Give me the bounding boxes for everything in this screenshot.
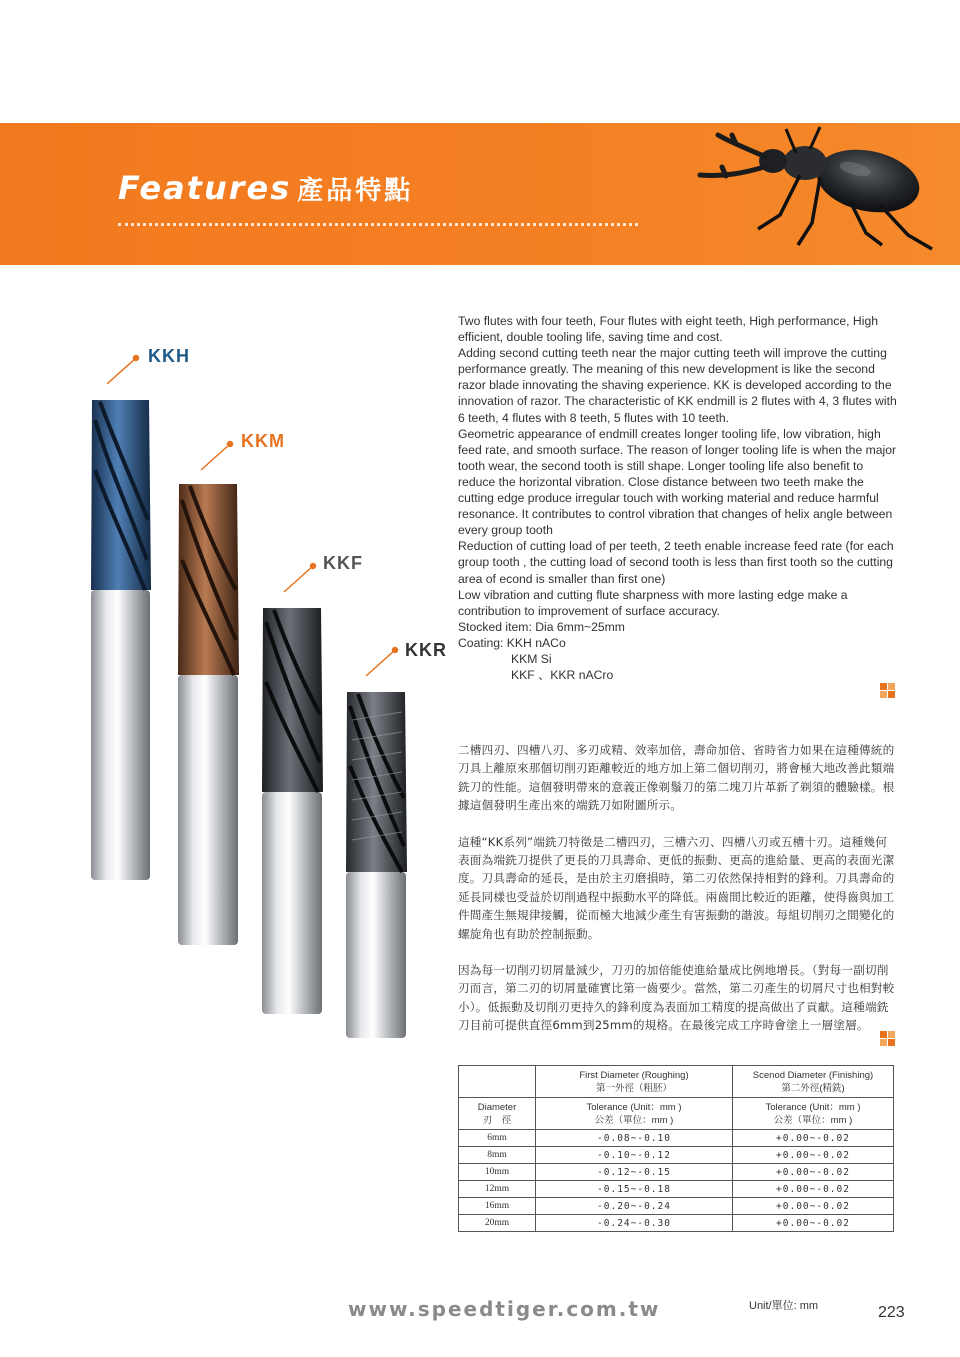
table-row: 20mm -0.24~-0.30 +0.00~-0.02	[459, 1215, 894, 1232]
kkr-endmill	[346, 692, 407, 1038]
table-row: 8mm -0.10~-0.12 +0.00~-0.02	[459, 1147, 894, 1164]
header-first-diameter: First Diameter (Roughing) 第一外徑（粗胚）	[536, 1066, 733, 1098]
tool-label-kkh: KKH	[148, 346, 190, 366]
coating-kkh: KKH nACo	[506, 635, 566, 650]
features-banner	[0, 123, 960, 265]
table-row: 16mm -0.20~-0.24 +0.00~-0.02	[459, 1198, 894, 1215]
section-ornament-icon	[880, 683, 896, 699]
en-paragraph: Low vibration and cutting flute sharpness with more lasting edge make a contribution to improvement of surface accuracy.	[458, 587, 848, 618]
website-link[interactable]: www.speedtiger.com.tw	[348, 1297, 661, 1321]
table-row: 6mm -0.08~-0.10 +0.00~-0.02	[459, 1130, 894, 1147]
header-tolerance-second: Tolerance (Unit：mm ) 公差（單位：mm )	[733, 1098, 894, 1130]
banner-dotted-divider	[118, 223, 638, 226]
stocked-item: Stocked item: Dia 6mm~25mm	[458, 619, 625, 634]
tool-label-kkr: KKR	[405, 640, 447, 660]
zh-paragraph: 這種“KK系列”端銑刀特徵是二槽四刃，三槽六刃、四槽八刃或五槽十刃。這種幾何表面為端銑刀提供了更長的刀具壽命、更低的振動、更高的進給量、更高的表面光潔度。刀具壽命的延長，是由於主刃磨損時，第二刃依然保持相對的鋒利。刀具壽命的延長同樣也受益於切削過程中振動水平的降低。兩齒間比較近的距離，使得齒與加工件間產生無規律接觸，從而極大地減少產生有害振動的諧波。每組切削刃之間變化的螺旋角也有助於控制振動。	[458, 834, 895, 941]
header-diameter: Diameter 刃 徑	[459, 1098, 536, 1130]
label-leaders	[107, 356, 398, 677]
banner-title-en: Features	[118, 169, 292, 207]
english-description	[458, 313, 898, 683]
header-tolerance-first: Tolerance (Unit：mm ) 公差（單位：mm )	[536, 1098, 733, 1130]
header-second-diameter: Scenod Diameter (Finishing) 第二外徑(精銑)	[733, 1066, 894, 1098]
table-row: 10mm -0.12~-0.15 +0.00~-0.02	[459, 1164, 894, 1181]
tolerance-table	[458, 1065, 894, 1232]
coating-line	[458, 635, 898, 651]
en-paragraph: Adding second cutting teeth near the major cutting teeth will improve the cutting performance greatly. The meaning of this new development is like the second razor blade innovating the shaving experience. KK is developed according to the innovation of razor. The characteristic of KK endmill is 2 flutes with 4, 3 flutes with 6 teeth, 4 flutes with 8 teeth, 5 flutes with 10 teeth.	[458, 346, 897, 425]
banner-title	[118, 169, 413, 207]
coating-kkm: KKM Si	[511, 651, 552, 666]
zh-paragraph: 因為每一切削刃切屑量減少，刀刃的加倍能使進給量成比例地增長。（對每一副切削刃而言，第二刃的切屑量確實比第一齒要少。當然，第二刃產生的切屑尺寸也相對較小）。低振動及切削刃更持久的鋒利度為表面加工精度的提高做出了貢獻。這種端銑刀目前可提供直徑6mm到25mm的規格。在最後完成工序時會塗上一層塗層。	[458, 963, 895, 1033]
banner-title-zh: 產品特點	[297, 176, 414, 206]
coating-kkf-kkr: KKF 、KKR nACro	[511, 668, 614, 683]
chinese-description	[458, 741, 898, 1053]
kkm-endmill	[178, 484, 239, 945]
stag-beetle-icon	[640, 123, 960, 265]
unit-note: Unit/單位: mm	[749, 1300, 819, 1312]
coating-label: Coating:	[458, 635, 504, 650]
table-row: 12mm -0.15~-0.18 +0.00~-0.02	[459, 1181, 894, 1198]
zh-paragraph: 二槽四刃、四槽八刃、多刃成精、效率加倍，壽命加倍、省時省力如果在這種傳統的刀具上離原來那個切削刃距離較近的地方加上第二個切削刃，將會極大地改善此類端銑刀的性能。這個發明帶來的意義正像剃鬚刀的第二塊刀片革新了剃須的體驗樣。根據這個發明生產出來的端銑刀如附圖所示。	[458, 743, 895, 813]
kkh-endmill	[91, 400, 151, 880]
tool-label-kkm: KKM	[241, 431, 285, 451]
en-paragraph: Geometric appearance of endmill creates longer tooling life, low vibration, high feed rate, and smooth surface. The reason of longer tooling life is when the major tooth wear, the second tooth is still shape. Longer tooling life also benefit to reduce the horizontal vibration. Close distance between two teeth make the cutting edge produce irregular touch with working material and reduce harmful resonance. It contributes to control vibration that changes of helix angle between every group tooth	[458, 426, 897, 538]
en-paragraph: Two flutes with four teeth, Four flutes with eight teeth, High performance, High efficient, double tooling life, saving time and cost.	[458, 314, 878, 345]
en-paragraph: Reduction of cutting load of per teeth, 2 teeth enable increase feed rate (for each group tooth , the cutting load of second tooth is less than first tooth so the cutting area of econd is smaller than first one)	[458, 539, 894, 586]
table-corner	[459, 1066, 536, 1098]
tool-label-kkf: KKF	[323, 553, 363, 573]
kkf-endmill	[262, 608, 323, 1014]
page-number: 223	[878, 1304, 905, 1321]
